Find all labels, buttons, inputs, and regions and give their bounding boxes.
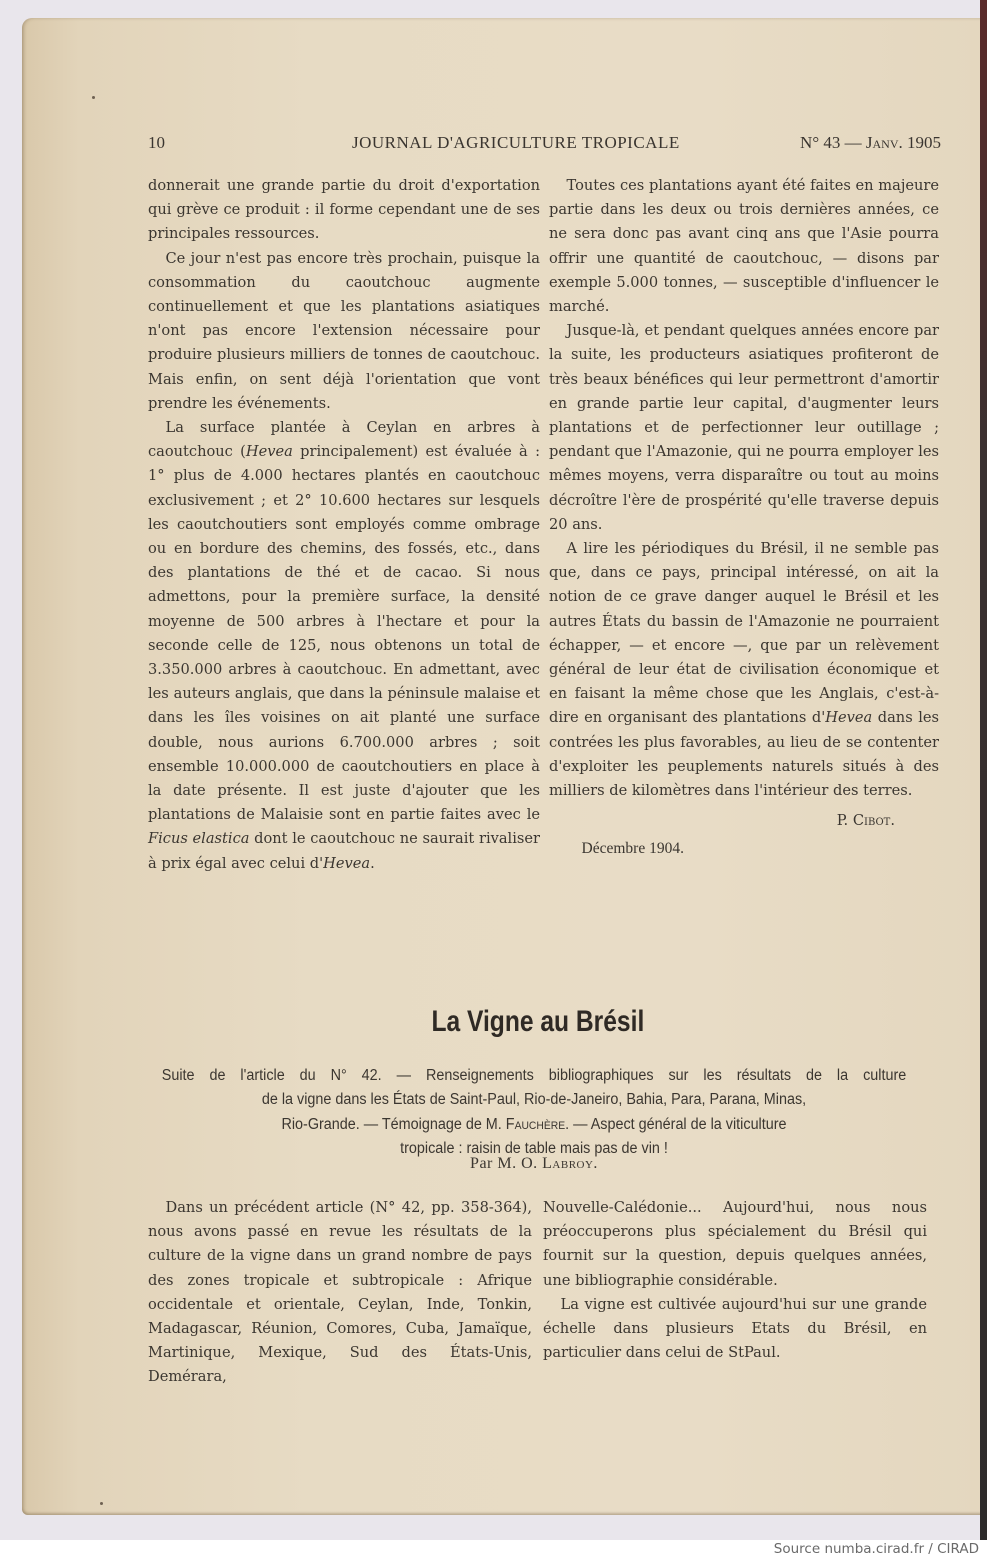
article-byline: Par M. O. Labroy. xyxy=(470,1155,598,1172)
issue-month: Janv. xyxy=(865,133,903,152)
italic-term: Hevea xyxy=(825,709,873,727)
paragraph: La vigne est cultivée aujourd'hui sur une grande échelle dans plusieurs Etats du Brésil, en particulier dans celui de StPaul. xyxy=(543,1295,927,1362)
page-edge-strip xyxy=(980,0,987,1540)
summary-line: Suite de l'article du N° 42. — Renseignements bibliographiques sur les résultats de la culture xyxy=(161,1067,907,1084)
paragraph: A lire les périodiques du Brésil, il ne semble pas que, dans ce pays, principal intéressé, on ait la notion de ce grave danger auquel le Brésil et les autres États du bassin de l'Amazonie ne pourraient échapper, — et encore —, que par un relèvement général de leur état de civilisation économique et en faisant la même chose que les Anglais, c'est-à-dire en organisant des plantations d'Hevea dans les contrées les plus favorables, au lieu de se contenter d'exploiter les peuplements naturels situés à des milliers de kilomètres dans l'intérieur des terres. xyxy=(549,540,939,800)
source-attribution: Source numba.cirad.fr / CIRAD xyxy=(773,1541,979,1557)
paper-speck xyxy=(100,1502,103,1505)
issue-number: N° 43 — xyxy=(800,133,862,152)
article-title: La Vigne au Brésil xyxy=(431,1005,645,1038)
author-signature: P. Cibot. xyxy=(836,812,895,830)
journal-title: JOURNAL D'AGRICULTURE TROPICALE xyxy=(352,133,680,152)
article-right-column xyxy=(543,1196,927,1365)
paragraph: La surface plantée à Ceylan en arbres à caoutchouc (Hevea principalement) est évaluée à : 1° plus de 4.000 hectares plantés en caoutchouc exclusivement ; et 2° 10.600 hectares sur lesquels les caoutchoutiers sont employés comme ombrage ou en bordure des chemins, des fossés, etc., dans des plantations de thé et de cacao. Si nous admettons, pour la première surface, la densité moyenne de 500 arbres à l'hectare et pour la seconde celle de 125, nous obtenons un total de 3.350.000 arbres à caoutchouc. En admettant, avec les auteurs anglais, que dans la péninsule malaise et dans les îles voisines on ait planté une surface double, nous aurions 6.700.000 arbres ; soit ensemble 10.000.000 de caoutchoutiers en place à la date présente. Il est juste d'ajouter que les plantations de Malaisie sont en partie faites avec le Ficus elastica dont le caoutchouc ne saurait rivaliser à prix égal avec celui d'Hevea. xyxy=(148,419,540,872)
article-date: Décembre 1904. xyxy=(581,840,684,858)
issue-info xyxy=(800,133,941,153)
italic-term: Ficus elastica xyxy=(148,830,250,848)
article-left-column xyxy=(148,1196,532,1390)
paragraph: Nouvelle-Calédonie... Aujourd'hui, nous nous préoccuperons plus spécialement du Brésil qui fournit sur la question, depuis quelques années, une bibliographie considérable. xyxy=(543,1199,927,1289)
paragraph: Ce jour n'est pas encore très prochain, puisque la consommation du caoutchouc augmente continuellement et que les plantations asiatiques n'ont pas encore l'extension nécessaire pour produire plusieurs milliers de tonnes de caoutchouc. Mais enfin, on sent déjà l'orientation que vont prendre les événements. xyxy=(148,249,540,412)
paragraph: donnerait une grande partie du droit d'exportation qui grève ce produit : il forme cependant une de ses principales ressources. xyxy=(148,177,540,243)
previous-article-left-column xyxy=(148,174,540,876)
summary-line: de la vigne dans les États de Saint-Paul, Rio-de-Janeiro, Bahia, Para, Parana, Minas, xyxy=(261,1091,807,1109)
paragraph: Dans un précédent article (N° 42, pp. 358-364), nous avons passé en revue les résultats de la culture de la vigne dans un grand nombre de pays des zones tropicale et subtropicale : Afrique occidentale et orientale, Ceylan, Inde, Tonkin, Madagascar, Réunion, Comores, Cuba, Jamaïque, Martinique, Mexique, Sud des États-Unis, Demérara, xyxy=(148,1199,532,1386)
italic-term: Hevea xyxy=(245,443,293,461)
summary-line: Rio-Grande. — Témoignage de M. Fauchère. — Aspect général de la viticulture xyxy=(281,1115,787,1133)
page-number: 10 xyxy=(148,133,165,152)
paragraph: Jusque-là, et pendant quelques années encore par la suite, les producteurs asiatiques profiteront de très beaux bénéfices qui leur permettront d'amortir en grande partie leur capital, d'augmenter leurs plantations et de perfectionner leur outillage ; pendant que l'Amazonie, qui ne pourra employer les mêmes moyens, verra disparaître ou tout au moins décroître l'ère de prospérité qu'elle traverse depuis 20 ans. xyxy=(549,322,939,533)
paragraph: Toutes ces plantations ayant été faites en majeure partie dans les deux ou trois dernières années, ce ne sera donc pas avant cinq ans que l'Asie pourra offrir une quantité de caoutchouc, — disons par exemple 5.000 tonnes, — susceptible d'influencer le marché. xyxy=(549,177,939,316)
issue-year: 1905 xyxy=(907,133,941,152)
article-summary xyxy=(162,1064,906,1161)
running-header xyxy=(148,133,941,155)
paper-speck xyxy=(92,96,95,99)
summary-line: tropicale : raisin de table mais pas de vin ! xyxy=(400,1139,668,1157)
italic-term: Hevea xyxy=(323,854,371,872)
previous-article-right-column xyxy=(549,174,939,862)
